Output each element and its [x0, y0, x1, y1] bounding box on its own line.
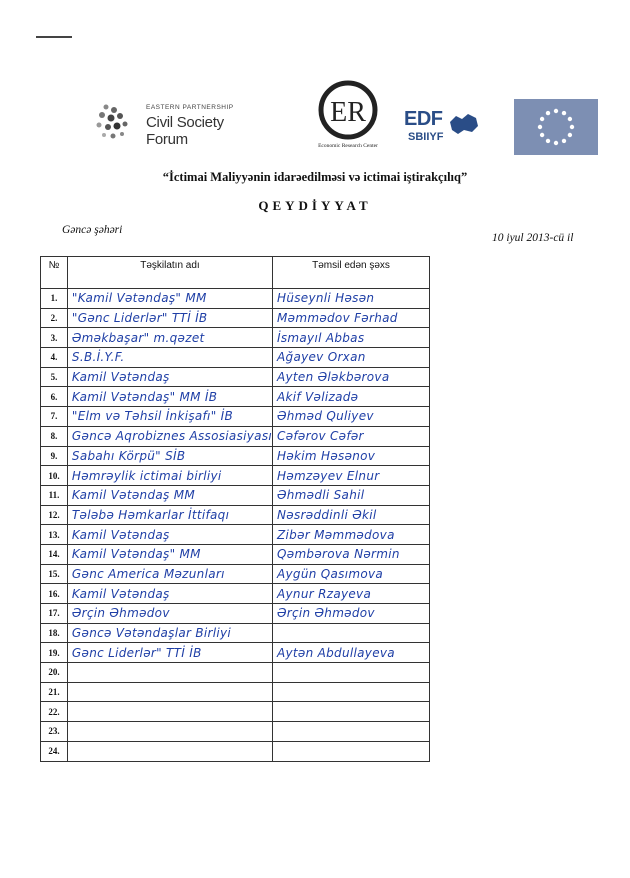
representative-name: Əhməd Quliyev	[277, 409, 374, 424]
table-row	[41, 446, 430, 466]
representative-name: Zibər Məmmədova	[277, 527, 395, 542]
header-organization: Təşkilatın adı	[67, 257, 272, 289]
row-number: 3.	[41, 328, 68, 348]
organization-name: Kamil Vətəndaş" MM	[71, 547, 201, 562]
eap-dots-icon	[94, 102, 134, 142]
row-number: 18.	[41, 623, 68, 643]
representative-name: Akif Vəlizadə	[277, 389, 359, 404]
table-row	[41, 544, 430, 564]
table-row	[41, 387, 430, 407]
row-number: 17.	[41, 604, 68, 624]
row-number: 15.	[41, 564, 68, 584]
table-row	[41, 682, 430, 702]
erc-logo	[298, 80, 398, 155]
organization-name: Həmrəylik ictimai birliyi	[71, 468, 222, 483]
edf-logo	[402, 108, 484, 152]
erc-circle-icon	[298, 80, 398, 142]
table-row	[41, 702, 430, 722]
table-row	[41, 722, 430, 742]
organization-name: Kamil Vətəndaş	[71, 370, 170, 385]
header-number: №	[41, 257, 68, 289]
page-heading: QEYDİYYAT	[258, 198, 372, 213]
representative-name: Məmmədov Fərhad	[277, 311, 398, 326]
row-number: 14.	[41, 544, 68, 564]
row-number: 24.	[41, 741, 68, 761]
eap-civil-society-forum-logo	[94, 100, 269, 148]
table-row	[41, 643, 430, 663]
organization-name: Gəncə Vətəndaşlar Birliyi	[71, 626, 232, 641]
table-row	[41, 741, 430, 761]
row-number: 22.	[41, 702, 68, 722]
representative-name: Əhmədli Sahil	[277, 488, 365, 503]
row-number: 6.	[41, 387, 68, 407]
representative-name: Həkim Həsənov	[277, 448, 376, 463]
table-row	[41, 348, 430, 368]
row-number: 4.	[41, 348, 68, 368]
registration-table	[40, 256, 430, 762]
table-header-row	[41, 257, 430, 289]
row-number: 1.	[41, 289, 68, 309]
organization-name: Kamil Vətəndaş	[71, 586, 170, 601]
organization-name: Gəncə Aqrobiznes Assosiasiyası	[71, 429, 273, 444]
erc-letters: ER	[330, 97, 366, 128]
eap-big-text: Civil Society Forum	[146, 114, 224, 148]
row-number: 8.	[41, 426, 68, 446]
erc-caption: Economic Research Center	[318, 143, 378, 149]
table-row	[41, 328, 430, 348]
representative-name: Ərçin Əhmədov	[277, 606, 375, 621]
edf-sub-text: SBIIYF	[408, 131, 444, 143]
eu-flag-icon	[514, 99, 598, 155]
representative-name: Aygün Qasımova	[277, 566, 384, 581]
table-row	[41, 466, 430, 486]
table-row	[41, 505, 430, 525]
table-row	[41, 289, 430, 309]
table-row	[41, 623, 430, 643]
organization-name: Kamil Vətəndaş	[71, 527, 170, 542]
table-row	[41, 663, 430, 683]
representative-name: Ağayev Orxan	[277, 350, 366, 365]
table-row	[41, 367, 430, 387]
table-row	[41, 426, 430, 446]
organization-name: Gənc America Məzunları	[71, 566, 225, 581]
organization-name: Tələbə Həmkarlar İttifaqı	[71, 507, 230, 522]
header-representative: Təmsil edən şəxs	[273, 257, 430, 289]
table-row	[41, 564, 430, 584]
row-number: 23.	[41, 722, 68, 742]
organization-name: Gənc Liderlər" TTİ İB	[71, 645, 202, 660]
edf-map-icon	[448, 112, 480, 138]
eap-small-text: EASTERN PARTNERSHIP	[146, 104, 234, 111]
organization-name: "Elm və Təhsil İnkişafı" İB	[71, 409, 233, 424]
row-number: 21.	[41, 682, 68, 702]
representative-name: Cəfərov Cəfər	[277, 429, 364, 444]
representative-name: Nəsrəddinli Əkil	[277, 507, 377, 522]
representative-name: Aynur Rzayeva	[277, 586, 372, 601]
scan-mark	[36, 36, 72, 38]
row-number: 2.	[41, 308, 68, 328]
table-row	[41, 584, 430, 604]
event-title: “İctimai Maliyyənin idarəedilməsi və ictimai iştirakçılıq”	[162, 170, 468, 184]
representative-name: İsmayıl Abbas	[277, 330, 365, 345]
row-number: 12.	[41, 505, 68, 525]
table-row	[41, 604, 430, 624]
representative-name: Aytən Abdullayeva	[277, 645, 395, 660]
organization-name: Kamil Vətəndaş" MM İB	[71, 389, 218, 404]
row-number: 19.	[41, 643, 68, 663]
row-number: 13.	[41, 525, 68, 545]
row-number: 5.	[41, 367, 68, 387]
row-number: 11.	[41, 485, 68, 505]
organization-name: Kamil Vətəndaş MM	[71, 488, 196, 503]
row-number: 16.	[41, 584, 68, 604]
table-row	[41, 485, 430, 505]
organization-name: "Kamil Vətəndaş" MM	[71, 291, 207, 306]
row-number: 9.	[41, 446, 68, 466]
organization-name: Əməkbaşar" m.qəzet	[71, 330, 205, 345]
organization-name: "Gənc Liderlər" TTİ İB	[71, 311, 208, 326]
representative-name: Ayten Ələkbərova	[277, 370, 390, 385]
row-number: 7.	[41, 407, 68, 427]
table-row	[41, 525, 430, 545]
representative-name: Həmzəyev Elnur	[277, 468, 380, 483]
row-number: 20.	[41, 663, 68, 683]
organization-name: Ərçin Əhmədov	[71, 606, 170, 621]
representative-name: Hüseynli Həsən	[277, 291, 375, 306]
edf-main-text: EDF	[404, 108, 443, 130]
eu-flag	[514, 99, 598, 155]
table-row	[41, 308, 430, 328]
city-label: Gəncə şəhəri	[62, 224, 123, 236]
representative-name: Qəmbərova Nərmin	[277, 547, 400, 562]
table-row	[41, 407, 430, 427]
organization-name: S.B.İ.Y.F.	[71, 350, 125, 365]
date-label: 10 iyul 2013-cü il	[492, 232, 574, 244]
organization-name: Sabahı Körpü" SİB	[71, 448, 186, 463]
row-number: 10.	[41, 466, 68, 486]
